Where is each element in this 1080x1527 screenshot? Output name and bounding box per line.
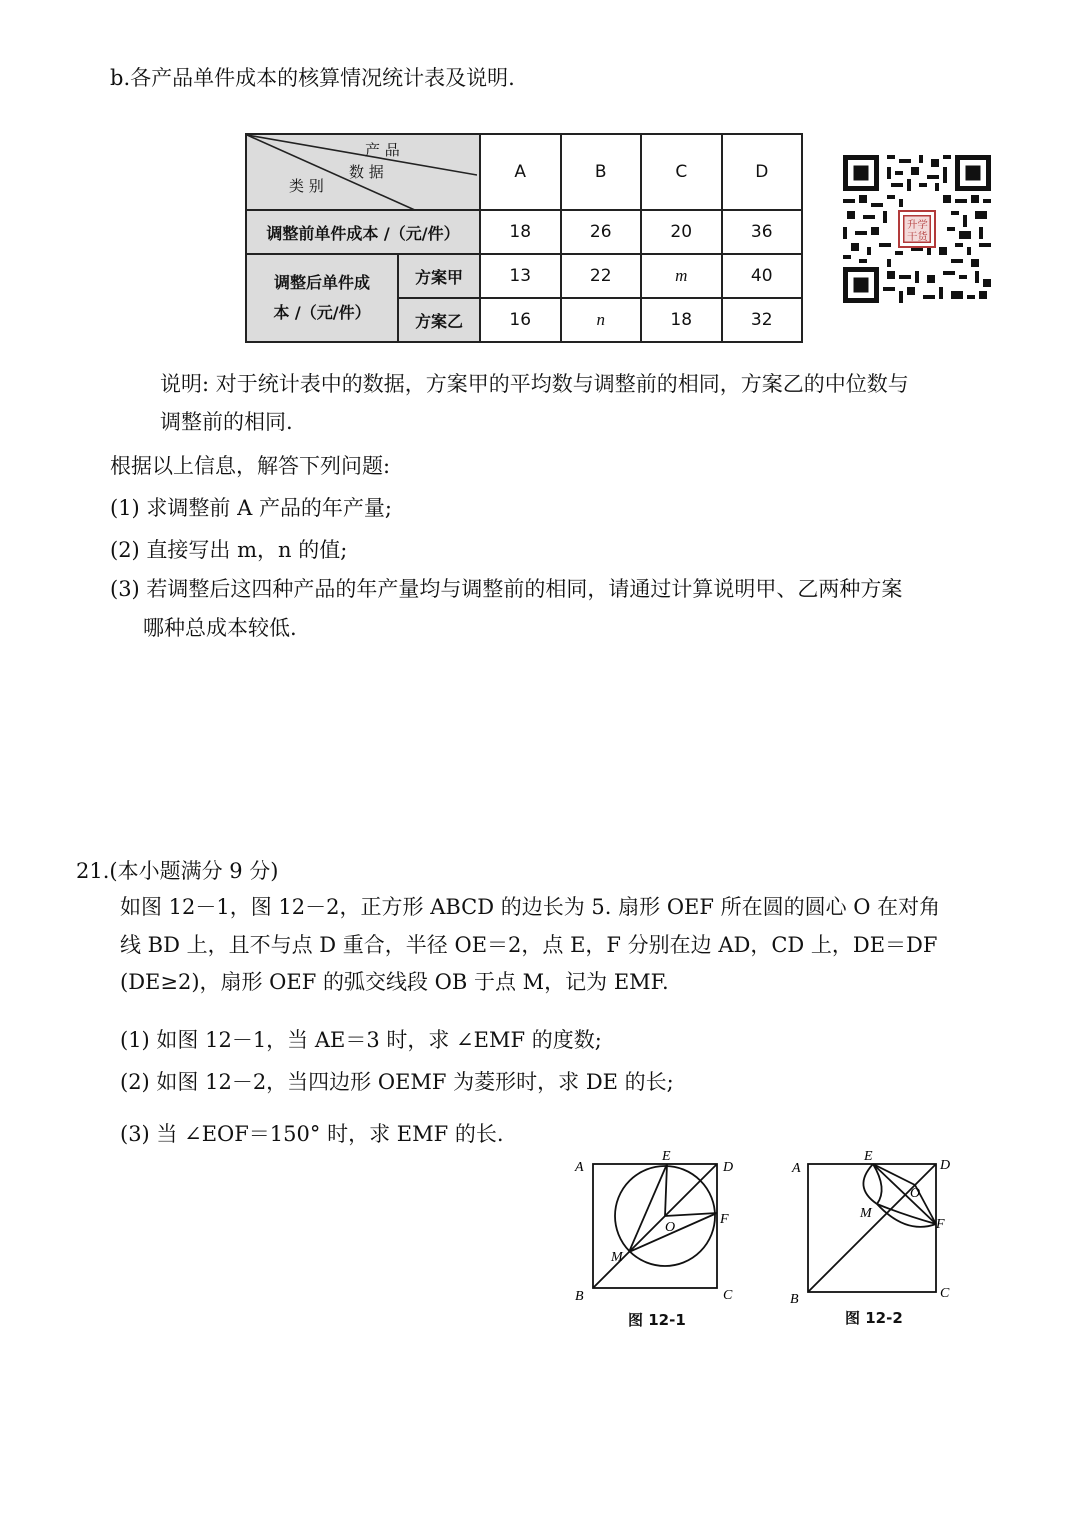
note-line1: 说明: 对于统计表中的数据，方案甲的平均数与调整前的相同，方案乙的中位数与 [160,372,909,396]
cell-jia-b: 22 [561,254,642,298]
fig2-label-a: A [792,1161,801,1176]
fig2-label-m: M [860,1206,872,1221]
figure-12-1-caption: 图 12-1 [628,1311,686,1329]
fig1-label-e: E [662,1149,671,1164]
fig1-label-b: B [575,1289,584,1304]
q21-stem-line3: (DE≥2)，扇形 OEF 的弧交线段 OB 于点 M，记为 EMF. [120,970,669,994]
q20-intro: 根据以上信息，解答下列问题: [110,454,391,478]
fig2-label-b: B [790,1292,799,1305]
header-diagonal-cell [246,134,480,210]
svg-text:升学: 升学 [907,218,928,231]
cost-table [245,133,803,343]
figure-12-1 [565,1145,745,1305]
svg-text:干货: 干货 [907,230,928,243]
row-before-label: 调整前单件成本 /（元/件） [246,210,480,254]
fig2-label-o: O [910,1186,921,1201]
fig2-label-f: F [936,1217,945,1232]
header-product: 产 品 [365,141,400,159]
q21-header: 21.(本小题满分 9 分) [76,859,279,883]
cell-jia-d: 40 [722,254,803,298]
cell-before-a: 18 [480,210,561,254]
plan-jia-label: 方案甲 [398,254,480,298]
fig1-label-c: C [723,1288,733,1303]
cell-yi-d: 32 [722,298,803,342]
figure-12-2 [780,1145,960,1305]
cell-jia-a: 13 [480,254,561,298]
cell-yi-c: 18 [641,298,722,342]
row-after-label [246,254,398,342]
row-after-label-line1: 调整后单件成 [273,273,370,292]
cell-before-d: 36 [722,210,803,254]
col-header-d: D [722,134,803,210]
figure-12-2-caption: 图 12-2 [845,1309,903,1327]
header-data: 数 据 [349,163,384,181]
q20-part2: (2) 直接写出 m，n 的值; [110,538,348,562]
plan-yi-label: 方案乙 [398,298,480,342]
fig2-label-c: C [940,1286,950,1301]
q20-part3-line2: 哪种总成本较低. [143,616,297,640]
cell-before-b: 26 [561,210,642,254]
fig2-label-e: E [864,1149,873,1164]
fig1-label-d: D [723,1160,734,1175]
q21-stem-line1: 如图 12－1，图 12－2，正方形 ABCD 的边长为 5. 扇形 OEF 所在圆的圆心 O 在对角 [120,895,941,919]
section-b-title: b.各产品单件成本的核算情况统计表及说明. [110,66,515,90]
cell-yi-a: 16 [480,298,561,342]
cell-jia-c: m [641,254,722,298]
fig1-label-m: M [611,1250,623,1265]
fig1-label-o: O [665,1220,676,1235]
col-header-a: A [480,134,561,210]
cell-before-c: 20 [641,210,722,254]
q21-stem-line2: 线 BD 上，且不与点 D 重合，半径 OE＝2，点 E，F 分别在边 AD，CD 上，DE＝DF [120,933,938,957]
note-line2: 调整前的相同. [160,410,293,434]
q20-part1: (1) 求调整前 A 产品的年产量; [110,496,393,520]
col-header-c: C [641,134,722,210]
q21-part1: (1) 如图 12－1，当 AE＝3 时，求 ∠EMF 的度数; [120,1028,602,1052]
q20-part3-line1: (3) 若调整后这四种产品的年产量均与调整前的相同，请通过计算说明甲、乙两种方案 [110,577,903,601]
qr-code-icon[interactable] [843,155,991,303]
cell-yi-b: n [561,298,642,342]
header-category: 类 别 [289,177,324,195]
fig2-label-d: D [940,1158,951,1173]
q21-part2: (2) 如图 12－2，当四边形 OEMF 为菱形时，求 DE 的长; [120,1070,674,1094]
fig1-label-f: F [720,1212,729,1227]
q21-part3: (3) 当 ∠EOF＝150° 时，求 EMF 的长. [120,1122,504,1146]
row-after-label-line2: 本 /（元/件） [273,303,371,322]
col-header-b: B [561,134,642,210]
fig1-label-a: A [575,1160,584,1175]
